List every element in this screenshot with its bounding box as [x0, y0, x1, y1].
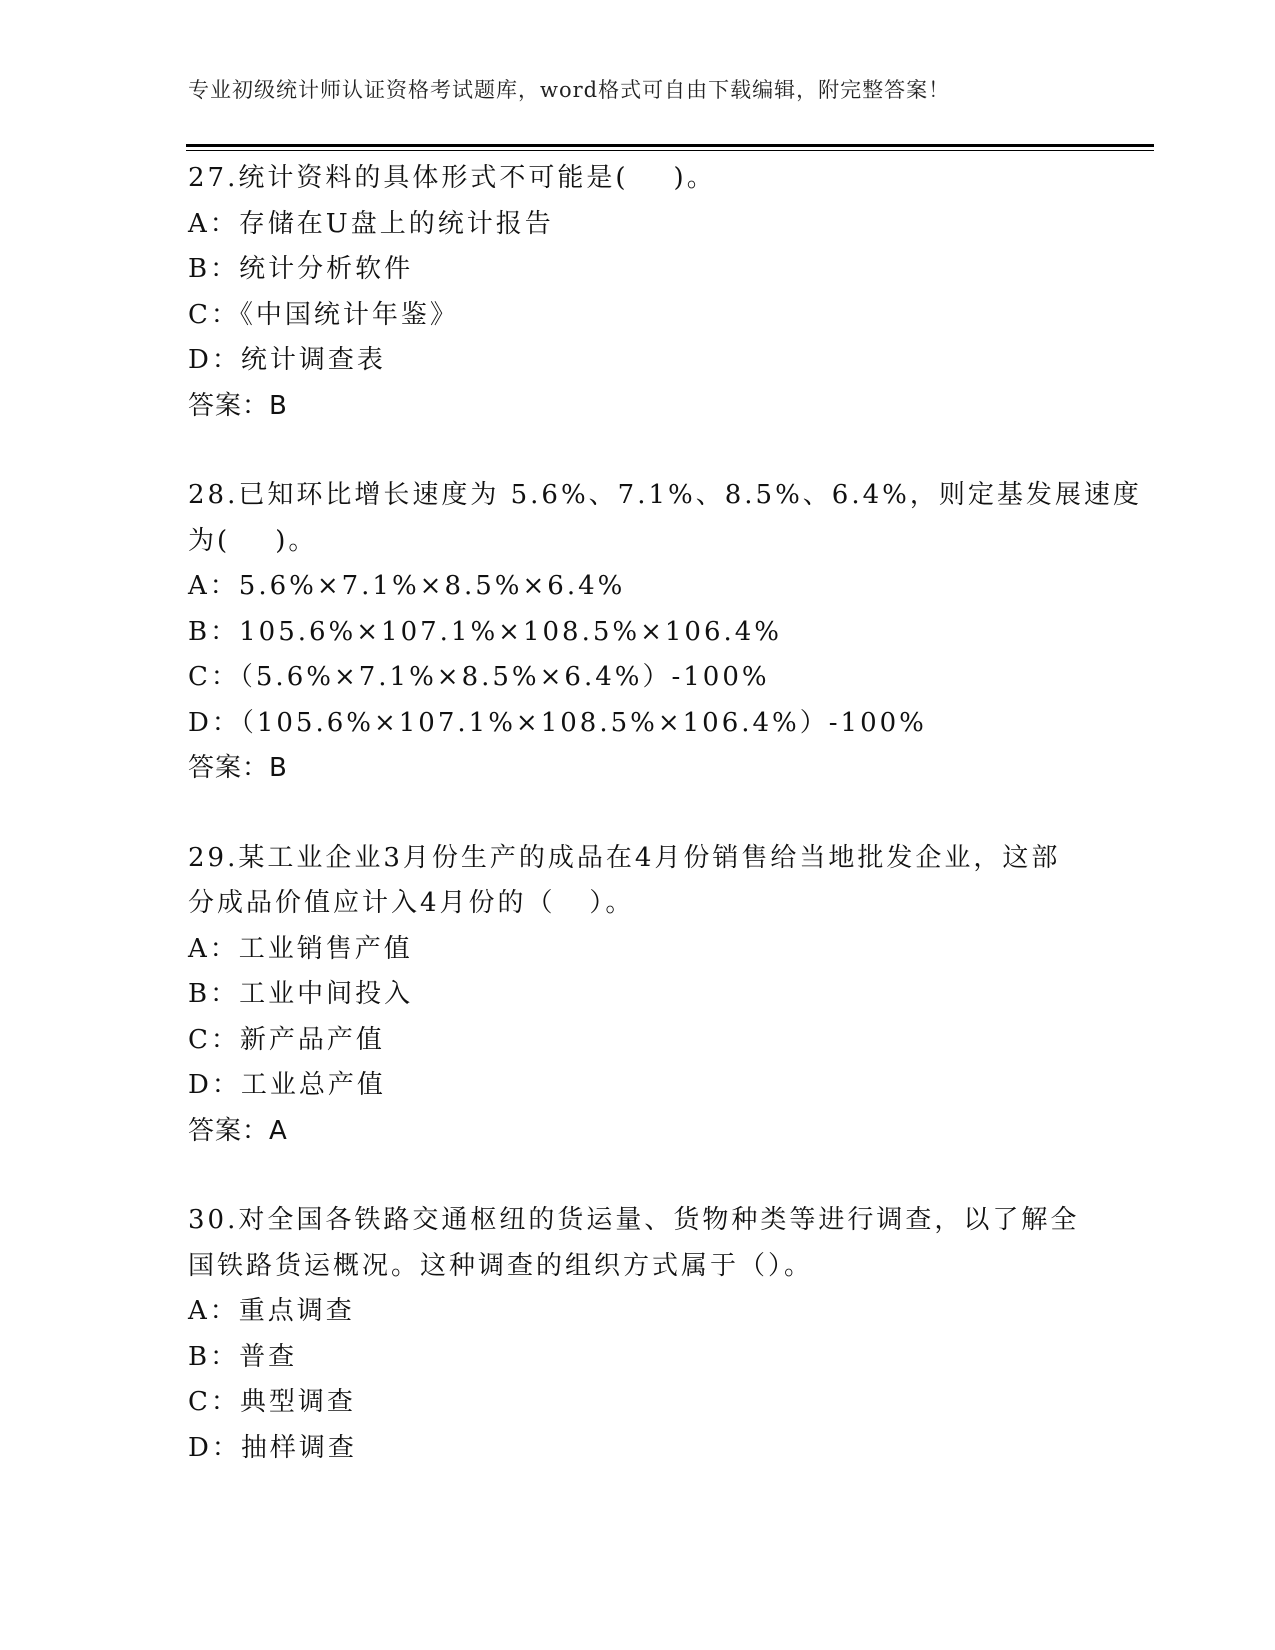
option-d: D：工业总产值	[188, 1070, 386, 1100]
option-d: D：抽样调查	[188, 1432, 357, 1463]
question-list	[188, 156, 1142, 1515]
answer: 答案：A	[188, 1115, 288, 1146]
answer: 答案：B	[188, 390, 288, 421]
page-header: 专业初级统计师认证资格考试题库，word格式可自由下载编辑，附完整答案！	[188, 78, 951, 102]
option-c: C：《中国统计年鉴》	[188, 299, 459, 330]
header-rule-thick	[186, 144, 1154, 147]
option-c: C：新产品产值	[188, 1024, 385, 1055]
answer: 答案：B	[188, 753, 288, 783]
question-29	[188, 836, 1088, 1155]
question-stem: 30.对全国各铁路交通枢纽的货运量、货物种类等进行调查，以了解全	[188, 1205, 1080, 1235]
option-a: A：5.6%×7.1%×8.5%×6.4%	[188, 571, 626, 601]
option-d: D：统计调查表	[188, 345, 386, 375]
question-stem-cont: 为( )。	[188, 525, 318, 556]
option-b: B：105.6%×107.1%×108.5%×106.4%	[188, 616, 783, 647]
question-27	[188, 156, 1088, 429]
header-rule-thin	[186, 150, 1154, 151]
question-stem: 29.某工业企业3月份生产的成品在4月份销售给当地批发企业，这部	[188, 842, 1061, 873]
question-stem-cont: 分成品价值应计入4月份的（ ）。	[188, 888, 635, 918]
question-stem: 28.已知环比增长速度为 5.6%、7.1%、8.5%、6.4%，则定基发展速度	[188, 480, 1142, 510]
option-c: C：典型调查	[188, 1387, 356, 1417]
question-stem-cont: 国铁路货运概况。这种调查的组织方式属于（）。	[188, 1250, 814, 1281]
question-stem: 27.统计资料的具体形式不可能是( )。	[188, 163, 716, 193]
option-a: A：重点调查	[188, 1296, 355, 1326]
option-b: B：工业中间投入	[188, 979, 414, 1009]
option-a: A：工业销售产值	[188, 933, 413, 964]
question-28	[188, 473, 1142, 792]
question-30	[188, 1198, 1088, 1471]
option-c: C：（5.6%×7.1%×8.5%×6.4%）-100%	[188, 662, 770, 692]
option-b: B：普查	[188, 1341, 298, 1372]
option-d: D：（105.6%×107.1%×108.5%×106.4%）-100%	[188, 707, 927, 738]
option-a: A：存储在U盘上的统计报告	[188, 208, 554, 239]
option-b: B：统计分析软件	[188, 254, 414, 284]
